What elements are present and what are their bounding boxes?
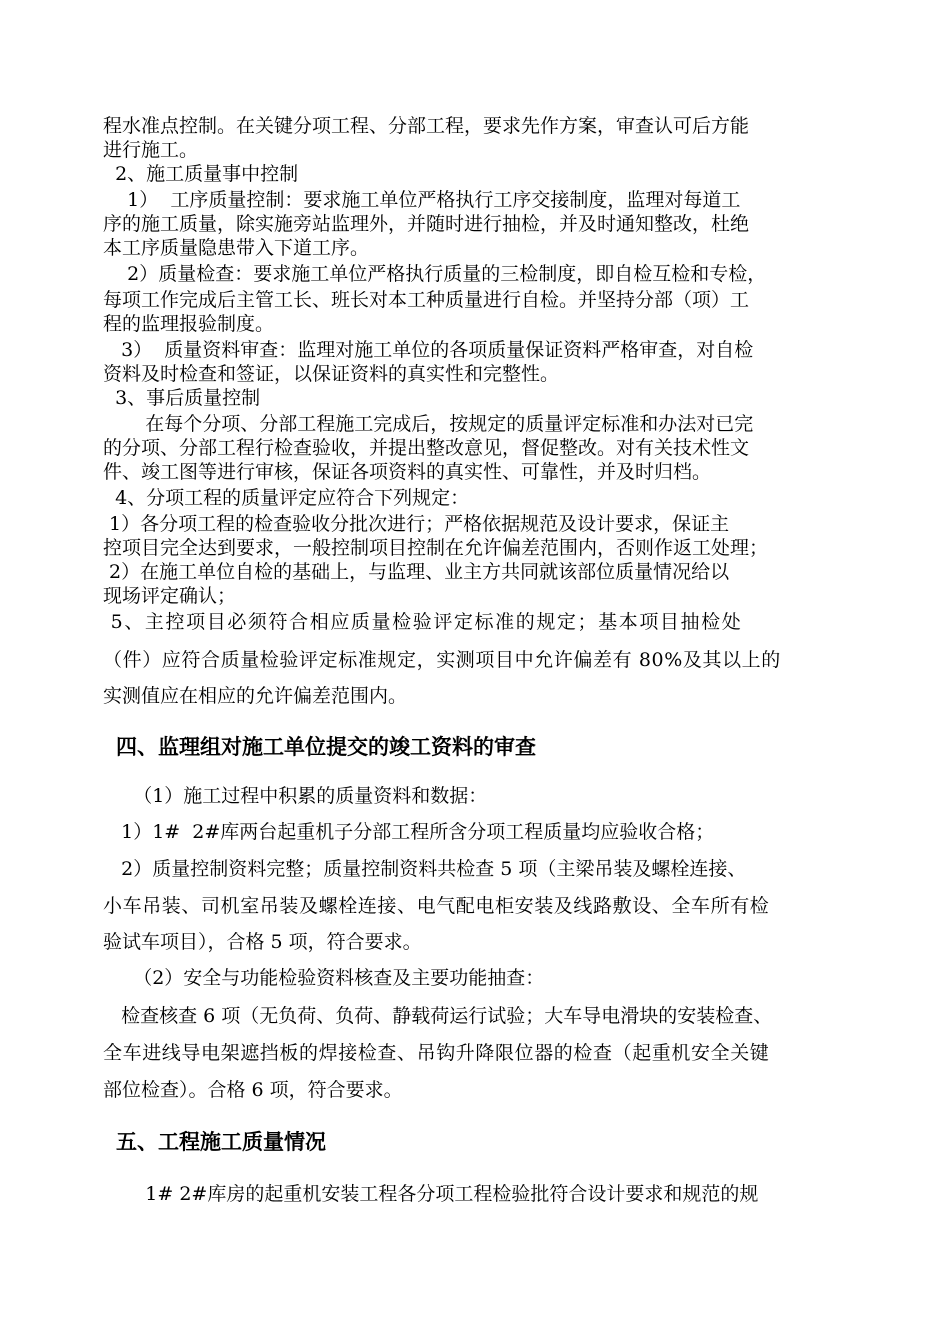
- subheading-line: 2、施工质量事中控制: [103, 163, 299, 185]
- text-line: 每项工作完成后主管工长、班长对本工种质量进行自检。并坚持分部（项）工: [103, 289, 750, 311]
- text-line: 验试车项目），合格 5 项，符合要求。: [103, 931, 422, 953]
- text-line: 1）各分项工程的检查验收分批次进行；严格依据规范及设计要求，保证主: [103, 513, 730, 535]
- section-heading: 四、监理组对施工单位提交的竣工资料的审查: [116, 735, 536, 759]
- subheading-line: 4、分项工程的质量评定应符合下列规定：: [103, 487, 470, 509]
- text-line: 1）1# 2#库两台起重机子分部工程所含分项工程质量均应验收合格；: [103, 821, 715, 843]
- section-heading: 五、工程施工质量情况: [116, 1130, 326, 1154]
- text-line: 全车进线导电架遮挡板的焊接检查、吊钩升降限位器的检查（起重机安全关键: [103, 1042, 770, 1064]
- text-line: 1） 工序质量控制：要求施工单位严格执行工序交接制度，监理对每道工: [103, 189, 741, 211]
- text-line: 进行施工。: [103, 139, 199, 161]
- text-line: 序的施工质量，除实施旁站监理外，并随时进行抽检，并及时通知整改，杜绝: [103, 213, 750, 235]
- text-line: 2）质量控制资料完整；质量控制资料共检查 5 项（主梁吊装及螺栓连接、: [103, 858, 747, 880]
- text-line: 程水准点控制。在关键分项工程、分部工程，要求先作方案，审查认可后方能: [103, 115, 750, 137]
- subheading-line: 3、事后质量控制: [103, 387, 261, 409]
- text-line: 3） 质量资料审查：监理对施工单位的各项质量保证资料严格审查，对自检: [103, 339, 754, 361]
- text-line: 资料及时检查和签证，以保证资料的真实性和完整性。: [103, 363, 560, 385]
- text-line: 件、竣工图等进行审核，保证各项资料的真实性、可靠性，并及时归档。: [103, 461, 712, 483]
- text-line: 检查核查 6 项（无负荷、负荷、静载荷运行试验；大车导电滑块的安装检查、: [103, 1005, 773, 1027]
- text-line: 的分项、分部工程行检查验收，并提出整改意见，督促整改。对有关技术性文: [103, 437, 750, 459]
- text-line: 1# 2#库房的起重机安装工程各分项工程检验批符合设计要求和规范的规: [103, 1183, 759, 1205]
- text-line: 现场评定确认；: [103, 585, 237, 607]
- text-line: 小车吊装、司机室吊装及螺栓连接、电气配电柜安装及线路敷设、全车所有检: [103, 895, 770, 917]
- text-line: （2）安全与功能检验资料核查及主要功能抽查：: [103, 967, 545, 989]
- text-line: （件）应符合质量检验评定标准规定，实测项目中允许偏差有 80%及其以上的: [103, 649, 781, 671]
- text-line: 5、主控项目必须符合相应质量检验评定标准的规定；基本项目抽检处: [103, 611, 743, 633]
- text-line: 部位检查）。合格 6 项，符合要求。: [103, 1079, 403, 1101]
- text-line: 实测值应在相应的允许偏差范围内。: [103, 685, 408, 707]
- text-line: 在每个分项、分部工程施工完成后，按规定的质量评定标准和办法对已完: [103, 413, 754, 435]
- text-line: （1）施工过程中积累的质量资料和数据：: [103, 785, 488, 807]
- text-line: 控项目完全达到要求，一般控制项目控制在允许偏差范围内，否则作返工处理；: [103, 537, 769, 559]
- text-line: 2）质量检查：要求施工单位严格执行质量的三检制度，即自检互检和专检，: [103, 263, 767, 285]
- text-line: 本工序质量隐患带入下道工序。: [103, 237, 370, 259]
- text-line: 程的监理报验制度。: [103, 313, 275, 335]
- text-line: 2）在施工单位自检的基础上，与监理、业主方共同就该部位质量情况给以: [103, 561, 730, 583]
